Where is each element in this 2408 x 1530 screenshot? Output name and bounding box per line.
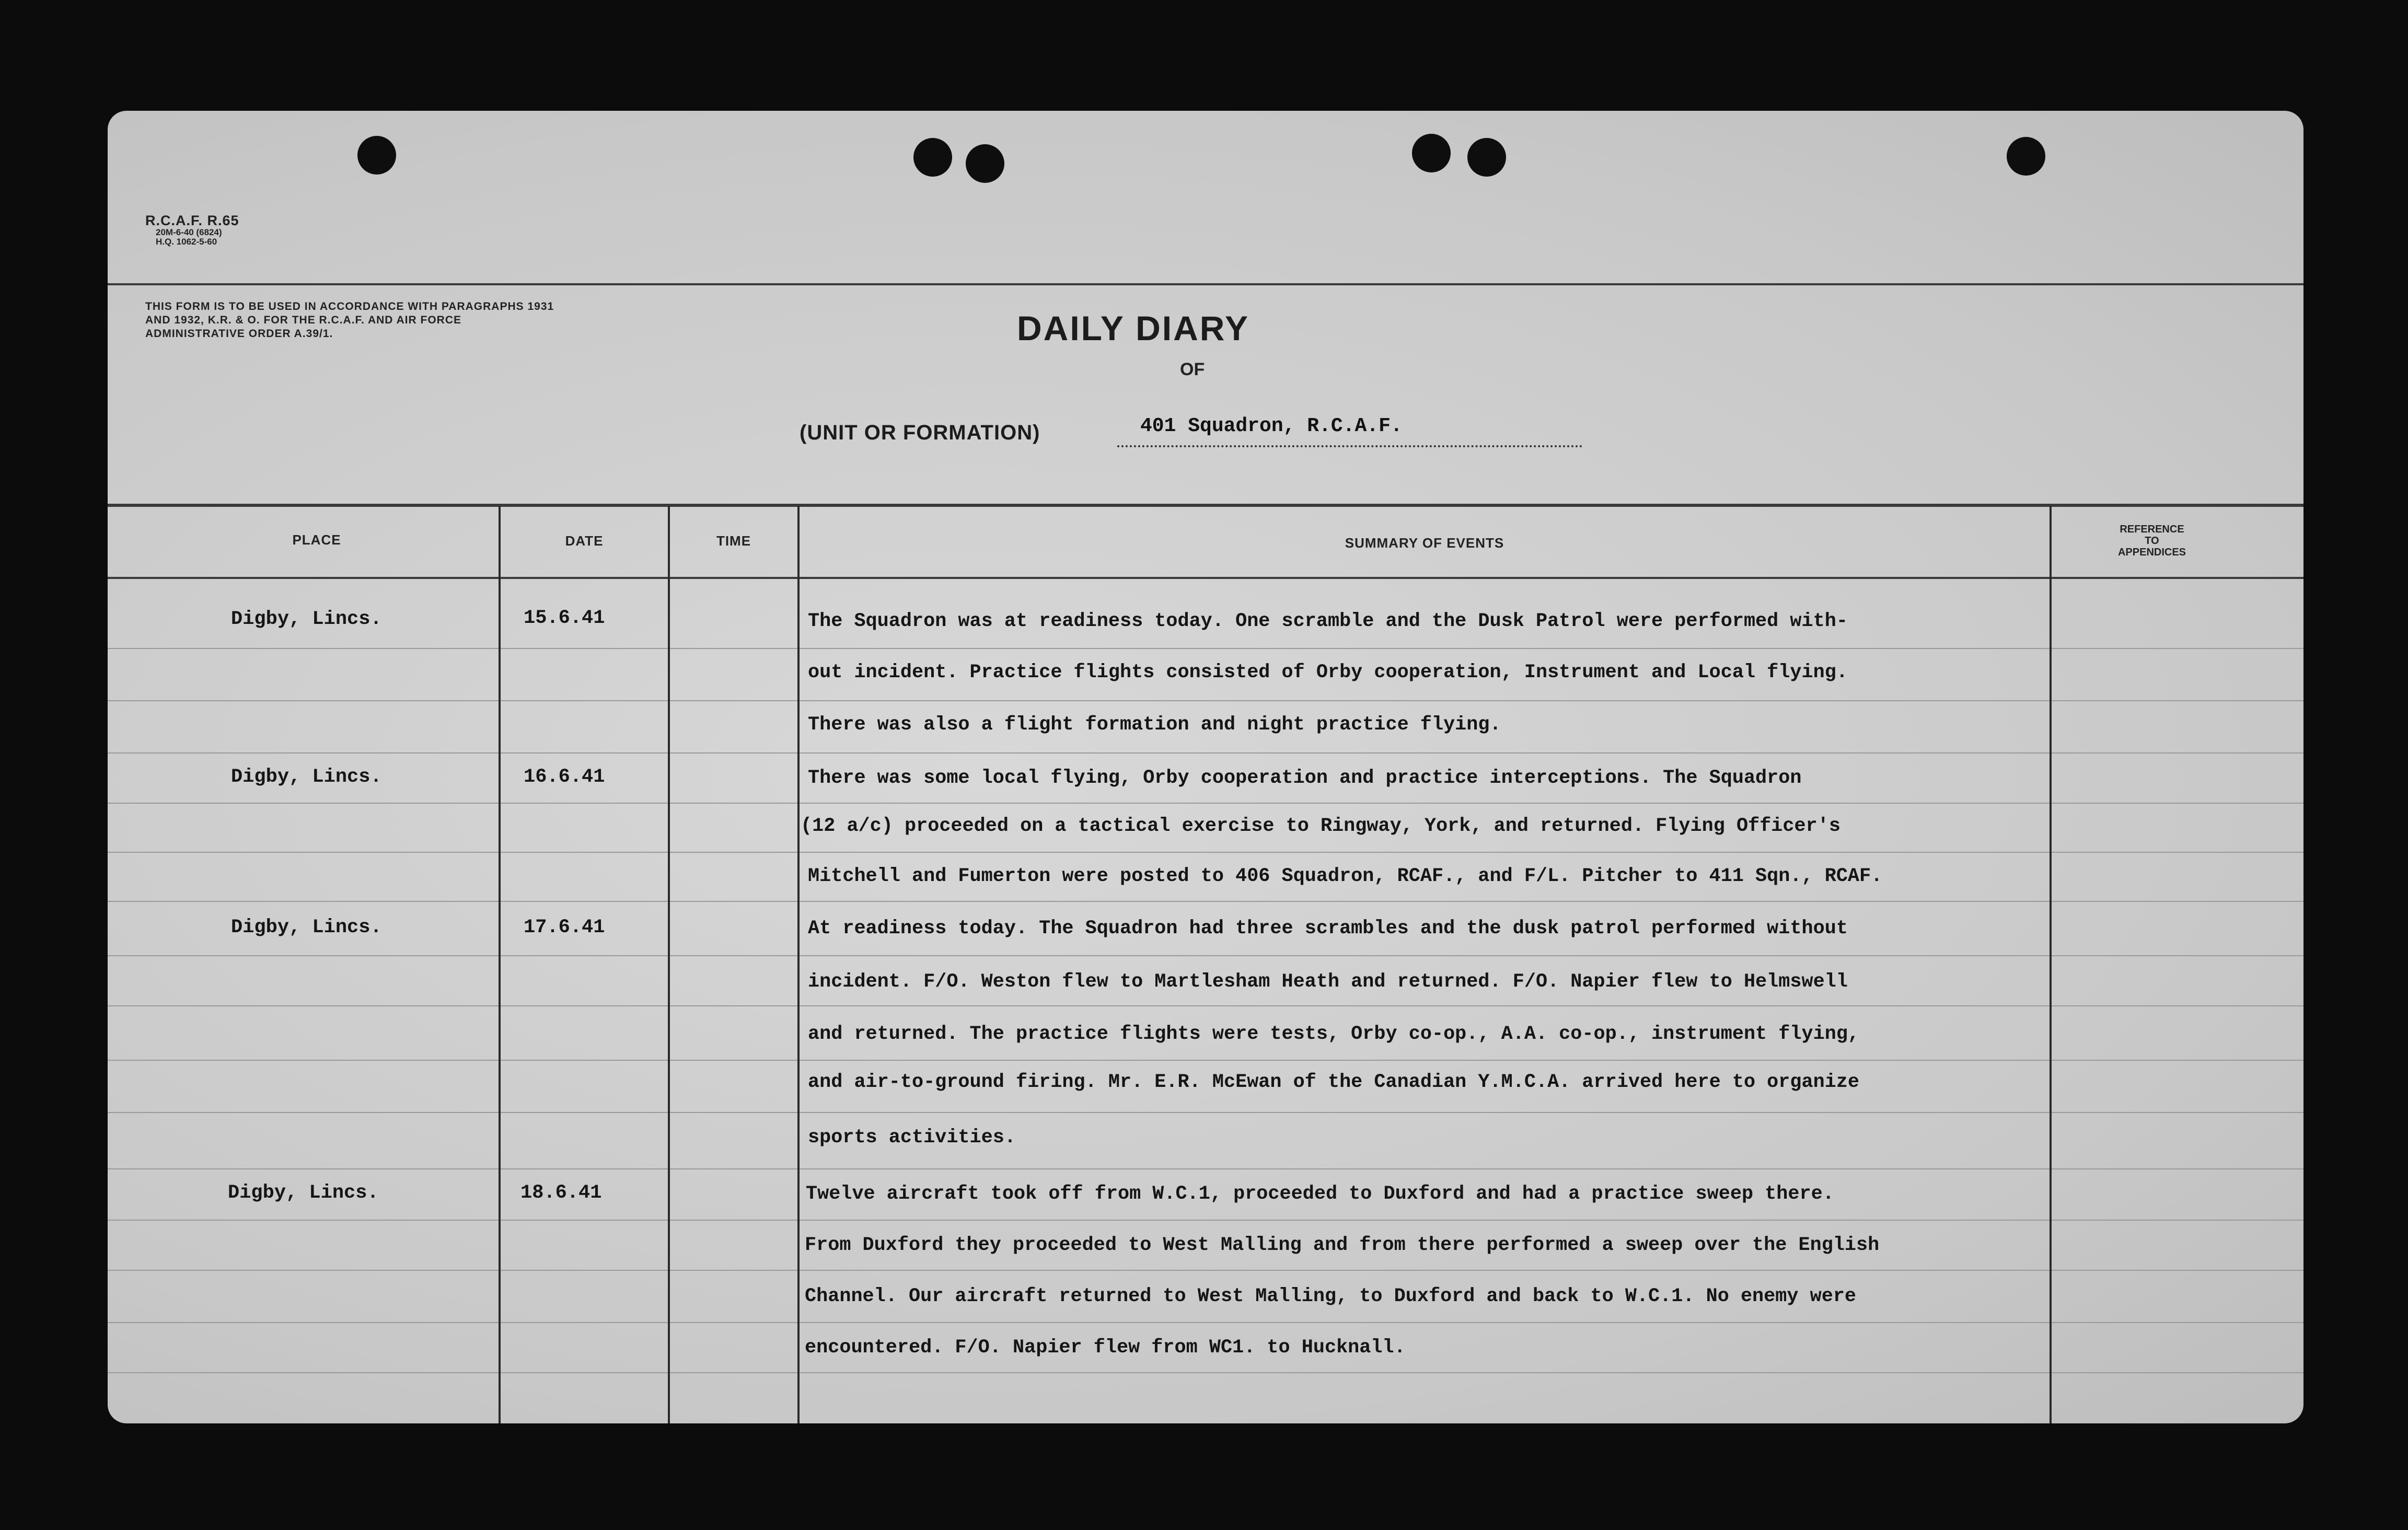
punch-hole xyxy=(913,138,952,177)
punch-hole xyxy=(966,144,1004,183)
entry-summary-line: Channel. Our aircraft returned to West Malling, to Duxford and back to W.C.1. No enemy were xyxy=(805,1285,1857,1307)
ruled-line xyxy=(108,1112,2303,1113)
form-code-line2: 20M-6-40 (6824) xyxy=(156,227,222,238)
entry-summary-line: incident. F/O. Weston flew to Martlesham Heath and returned. F/O. Napier flew to Helmswell xyxy=(808,971,1848,993)
ruled-line xyxy=(108,700,2303,701)
form-code-line3: H.Q. 1062-5-60 xyxy=(156,237,217,247)
entry-summary-line: There was also a flight formation and night practice flying. xyxy=(808,714,1501,736)
table-header-border xyxy=(108,577,2303,579)
column-header-reference xyxy=(2084,524,2220,558)
ruled-line xyxy=(108,852,2303,853)
entry-summary-line: (12 a/c) proceeded on a tactical exercise to Ringway, York, and returned. Flying Officer's xyxy=(801,815,1840,837)
ruled-line xyxy=(108,955,2303,956)
entry-summary-line: At readiness today. The Squadron had three scrambles and the dusk patrol performed without xyxy=(808,918,1848,940)
column-header-time: TIME xyxy=(716,533,751,549)
column-header-reference-line1: REFERENCE xyxy=(2120,524,2184,535)
column-header-summary: SUMMARY OF EVENTS xyxy=(1345,535,1504,551)
column-divider-time xyxy=(797,506,800,1423)
entry-summary-line: out incident. Practice flights consisted of Orby cooperation, Instrument and Local flying. xyxy=(808,662,1848,683)
punch-hole xyxy=(357,136,396,175)
form-title: DAILY DIARY xyxy=(1017,309,1249,347)
ruled-line xyxy=(108,752,2303,754)
entry-summary-line: There was some local flying, Orby cooperation and practice interceptions. The Squadron xyxy=(808,767,1802,789)
entry-summary-line: Mitchell and Fumerton were posted to 406 Squadron, RCAF., and F/L. Pitcher to 411 Sqn., RCAF. xyxy=(808,865,1883,887)
ruled-line xyxy=(108,1168,2303,1169)
form-of: OF xyxy=(1180,360,1205,379)
unit-value: 401 Squadron, R.C.A.F. xyxy=(1140,415,1403,437)
punch-hole xyxy=(1412,134,1451,172)
entry-summary-line: and air-to-ground firing. Mr. E.R. McEwan of the Canadian Y.M.C.A. arrived here to organize xyxy=(808,1071,1860,1093)
ruled-line xyxy=(108,1060,2303,1061)
entry-summary-line: Twelve aircraft took off from W.C.1, proceeded to Duxford and had a practice sweep there. xyxy=(806,1183,1834,1205)
ruled-line xyxy=(108,1322,2303,1323)
form-instruction: THIS FORM IS TO BE USED IN ACCORDANCE WITH PARAGRAPHS 1931 AND 1932, K.R. & O. FOR THE R.C.A.F. AND AIR FORCE ADMINISTRATIVE ORDER A.39/1. xyxy=(145,300,554,340)
table-top-border xyxy=(108,504,2303,507)
entry-place: Digby, Lincs. xyxy=(231,917,382,938)
column-divider-date xyxy=(668,506,670,1423)
ruled-line xyxy=(108,803,2303,804)
entry-place: Digby, Lincs. xyxy=(231,766,382,788)
punch-hole xyxy=(1467,138,1506,177)
ruled-line xyxy=(108,901,2303,902)
ruled-line xyxy=(108,1220,2303,1221)
column-header-reference-line3: APPENDICES xyxy=(2117,547,2186,558)
column-divider-summary xyxy=(2050,506,2052,1423)
entry-place: Digby, Lincs. xyxy=(228,1182,379,1204)
form-code-line1: R.C.A.F. R.65 xyxy=(145,213,239,228)
column-header-place: PLACE xyxy=(292,532,341,548)
entry-date: 18.6.41 xyxy=(520,1182,602,1204)
entry-summary-line: encountered. F/O. Napier flew from WC1. to Hucknall. xyxy=(805,1337,1406,1359)
ruled-line xyxy=(108,1372,2303,1373)
punch-hole xyxy=(2007,137,2045,176)
column-header-reference-line2: TO xyxy=(2145,535,2159,547)
entry-summary-line: sports activities. xyxy=(808,1127,1016,1149)
ruled-line xyxy=(108,648,2303,649)
entry-summary-line: The Squadron was at readiness today. One scramble and the Dusk Patrol were performed with- xyxy=(808,610,1848,632)
unit-label: (UNIT OR FORMATION) xyxy=(800,421,1040,444)
entry-summary-line: From Duxford they proceeded to West Malling and from there performed a sweep over the English xyxy=(805,1234,1880,1256)
entry-place: Digby, Lincs. xyxy=(231,608,382,630)
form-code xyxy=(145,213,239,247)
ruled-line xyxy=(108,1270,2303,1271)
header-divider xyxy=(108,283,2303,285)
entry-date: 17.6.41 xyxy=(524,917,605,938)
diary-form-card xyxy=(108,111,2303,1423)
column-header-date: DATE xyxy=(565,533,604,549)
column-divider-place xyxy=(499,506,501,1423)
entry-summary-line: and returned. The practice flights were tests, Orby co-op., A.A. co-op., instrument flying, xyxy=(808,1023,1860,1045)
entry-date: 16.6.41 xyxy=(524,766,605,788)
entry-date: 15.6.41 xyxy=(524,607,605,629)
ruled-line xyxy=(108,1005,2303,1006)
unit-dotted-line xyxy=(1117,445,1582,447)
